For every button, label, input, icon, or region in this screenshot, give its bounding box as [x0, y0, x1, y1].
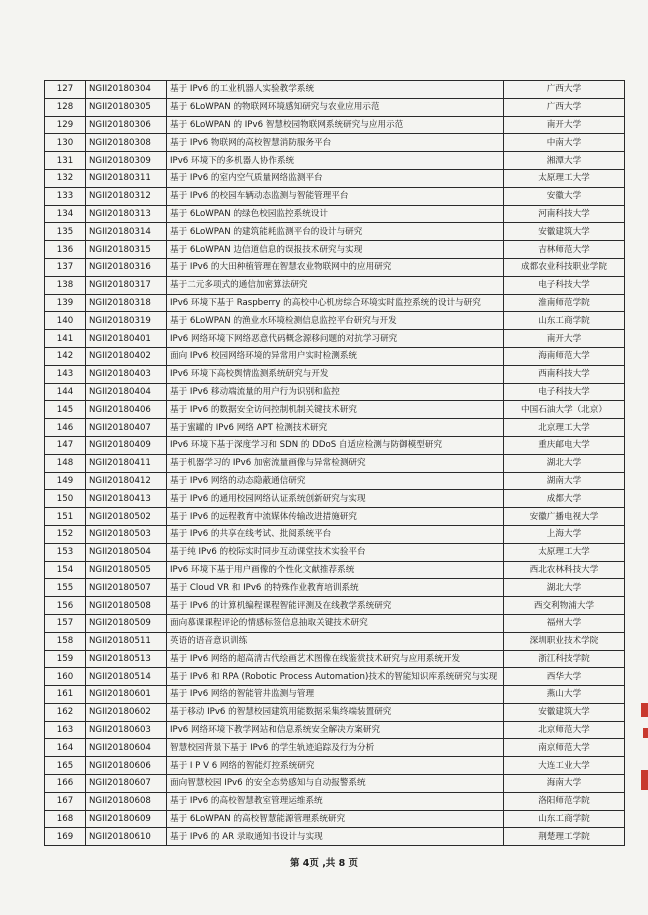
project-id: NGII20180508 [86, 597, 167, 615]
project-title: 基于 IPv6 移动端流量的用户行为识别和监控 [167, 383, 504, 401]
project-title: 基于 IPv6 的共享在线考试、批阅系统平台 [167, 525, 504, 543]
table-row [45, 828, 625, 846]
institution-name: 深圳职业技术学院 [504, 632, 625, 650]
row-number: 163 [45, 721, 86, 739]
project-title: 英语的语音意识训练 [167, 632, 504, 650]
project-id: NGII20180413 [86, 490, 167, 508]
institution-name: 北京师范大学 [504, 721, 625, 739]
row-number: 129 [45, 116, 86, 134]
institution-name: 湘潭大学 [504, 152, 625, 170]
project-title: 基于 IPv6 网络的智能管井监测与管理 [167, 686, 504, 704]
row-number: 160 [45, 668, 86, 686]
table-row [45, 187, 625, 205]
institution-name: 海南大学 [504, 775, 625, 793]
project-title: IPv6 网络环境下教学网站和信息系统安全解决方案研究 [167, 721, 504, 739]
project-id: NGII20180304 [86, 81, 167, 99]
table-row [45, 543, 625, 561]
project-id: NGII20180311 [86, 169, 167, 187]
project-title: IPv6 环境下的多机器人协作系统 [167, 152, 504, 170]
row-number: 152 [45, 525, 86, 543]
row-number: 151 [45, 508, 86, 526]
institution-name: 吉林师范大学 [504, 241, 625, 259]
project-title: 基于 6LoWPAN 的绿色校园监控系统设计 [167, 205, 504, 223]
project-title: 基于 6LoWPAN 的 IPv6 智慧校园物联网系统研究与应用示范 [167, 116, 504, 134]
row-number: 141 [45, 330, 86, 348]
row-number: 154 [45, 561, 86, 579]
institution-name: 上海大学 [504, 525, 625, 543]
table-row [45, 490, 625, 508]
table-row [45, 757, 625, 775]
project-title: 基于 IPv6 的工业机器人实验教学系统 [167, 81, 504, 99]
row-number: 168 [45, 810, 86, 828]
project-id: NGII20180509 [86, 614, 167, 632]
institution-name: 湖北大学 [504, 579, 625, 597]
table-row [45, 276, 625, 294]
table-row [45, 792, 625, 810]
project-title: 基于 6LoWPAN 的建筑能耗监测平台的设计与研究 [167, 223, 504, 241]
table-row [45, 312, 625, 330]
table-row [45, 383, 625, 401]
institution-name: 安徽大学 [504, 187, 625, 205]
project-title: IPv6 环境下高校舆情监测系统研究与开发 [167, 365, 504, 383]
table-row [45, 436, 625, 454]
row-number: 137 [45, 258, 86, 276]
project-title: 基于 IPv6 的数据安全访问控制机制关键技术研究 [167, 401, 504, 419]
table-row [45, 597, 625, 615]
row-number: 134 [45, 205, 86, 223]
project-title: 基于机器学习的 IPv6 加密流量画像与异常检测研究 [167, 454, 504, 472]
institution-name: 西交利物浦大学 [504, 597, 625, 615]
project-id: NGII20180601 [86, 686, 167, 704]
row-number: 156 [45, 597, 86, 615]
row-number: 139 [45, 294, 86, 312]
project-id: NGII20180313 [86, 205, 167, 223]
row-number: 144 [45, 383, 86, 401]
project-id: NGII20180603 [86, 721, 167, 739]
row-number: 164 [45, 739, 86, 757]
row-number: 169 [45, 828, 86, 846]
table-row [45, 561, 625, 579]
row-number: 127 [45, 81, 86, 99]
institution-name: 荆楚理工学院 [504, 828, 625, 846]
table-row [45, 721, 625, 739]
project-id: NGII20180602 [86, 703, 167, 721]
institution-name: 山东工商学院 [504, 312, 625, 330]
row-number: 153 [45, 543, 86, 561]
project-id: NGII20180407 [86, 419, 167, 437]
edge-stamp-mark [643, 728, 648, 738]
project-title: 面向 IPv6 校园网络环境的异常用户实时检测系统 [167, 347, 504, 365]
row-number: 146 [45, 419, 86, 437]
table-row [45, 205, 625, 223]
table-row [45, 81, 625, 99]
project-title: 基于 IPv6 的通用校园网络认证系统创新研究与实现 [167, 490, 504, 508]
institution-name: 中南大学 [504, 134, 625, 152]
project-id: NGII20180514 [86, 668, 167, 686]
row-number: 149 [45, 472, 86, 490]
project-title: 基于 IPv6 的校园车辆动态监测与智能管理平台 [167, 187, 504, 205]
project-id: NGII20180610 [86, 828, 167, 846]
row-number: 150 [45, 490, 86, 508]
row-number: 165 [45, 757, 86, 775]
table-row [45, 365, 625, 383]
institution-name: 安徽广播电视大学 [504, 508, 625, 526]
project-title: 基于 6LoWPAN 的物联网环境感知研究与农业应用示范 [167, 98, 504, 116]
edge-stamp-mark [641, 703, 648, 717]
row-number: 132 [45, 169, 86, 187]
project-id: NGII20180312 [86, 187, 167, 205]
project-title: 基于 IPv6 的远程教育中流媒体传输改进措施研究 [167, 508, 504, 526]
table-row [45, 401, 625, 419]
table-row [45, 775, 625, 793]
table-row [45, 152, 625, 170]
institution-name: 海南师范大学 [504, 347, 625, 365]
institution-name: 成都农业科技职业学院 [504, 258, 625, 276]
project-title: 基于 IPv6 的计算机编程课程智能评测及在线教学系统研究 [167, 597, 504, 615]
table-row [45, 134, 625, 152]
table-row [45, 330, 625, 348]
institution-name: 重庆邮电大学 [504, 436, 625, 454]
row-number: 128 [45, 98, 86, 116]
project-id: NGII20180513 [86, 650, 167, 668]
project-id: NGII20180318 [86, 294, 167, 312]
project-title: 基于 IPv6 和 RPA (Robotic Process Automation)技术的智能知识库系统研究与实现 [167, 668, 504, 686]
institution-name: 湖南大学 [504, 472, 625, 490]
table-row [45, 294, 625, 312]
project-id: NGII20180511 [86, 632, 167, 650]
project-id: NGII20180608 [86, 792, 167, 810]
table-row [45, 472, 625, 490]
table-row [45, 116, 625, 134]
table-row [45, 258, 625, 276]
table-row [45, 454, 625, 472]
table-row [45, 632, 625, 650]
row-number: 143 [45, 365, 86, 383]
project-id: NGII20180406 [86, 401, 167, 419]
row-number: 135 [45, 223, 86, 241]
table-row [45, 739, 625, 757]
institution-name: 广西大学 [504, 98, 625, 116]
table-row [45, 525, 625, 543]
project-id: NGII20180403 [86, 365, 167, 383]
project-title: 基于 IPv6 网络的超高清古代绘画艺术图像在线鉴赏技术研究与应用系统开发 [167, 650, 504, 668]
project-id: NGII20180411 [86, 454, 167, 472]
edge-stamp-mark [641, 770, 648, 790]
institution-name: 山东工商学院 [504, 810, 625, 828]
institution-name: 浙江科技学院 [504, 650, 625, 668]
page-footer: 第 4页 ,共 8 页 [289, 858, 359, 869]
project-title: IPv6 环境下基于深度学习和 SDN 的 DDoS 自适应检测与防御模型研究 [167, 436, 504, 454]
institution-name: 成都大学 [504, 490, 625, 508]
project-id: NGII20180502 [86, 508, 167, 526]
table-row [45, 419, 625, 437]
row-number: 167 [45, 792, 86, 810]
table-row [45, 650, 625, 668]
row-number: 145 [45, 401, 86, 419]
project-title: 基于 Cloud VR 和 IPv6 的特殊作业教育培训系统 [167, 579, 504, 597]
institution-name: 河南科技大学 [504, 205, 625, 223]
project-title: 基于 IPv6 的 AR 录取通知书设计与实现 [167, 828, 504, 846]
project-title: IPv6 环境下基于 Raspberry 的高校中心机房综合环境实时监控系统的设计与研究 [167, 294, 504, 312]
project-id: NGII20180319 [86, 312, 167, 330]
table-row [45, 169, 625, 187]
project-title: IPv6 环境下基于用户画像的个性化文献推荐系统 [167, 561, 504, 579]
institution-name: 太原理工大学 [504, 543, 625, 561]
project-title: 基于纯 IPv6 的校际实时同步互动课堂技术实验平台 [167, 543, 504, 561]
project-id: NGII20180317 [86, 276, 167, 294]
project-title: 基于 I P V 6 网络的智能灯控系统研究 [167, 757, 504, 775]
project-id: NGII20180402 [86, 347, 167, 365]
institution-name: 广西大学 [504, 81, 625, 99]
institution-name: 湖北大学 [504, 454, 625, 472]
project-title: 基于 IPv6 物联网的高校智慧消防服务平台 [167, 134, 504, 152]
project-id: NGII20180314 [86, 223, 167, 241]
project-id: NGII20180306 [86, 116, 167, 134]
project-id: NGII20180609 [86, 810, 167, 828]
project-id: NGII20180604 [86, 739, 167, 757]
table-row [45, 579, 625, 597]
project-title: 面向智慧校园 IPv6 的安全态势感知与自动报警系统 [167, 775, 504, 793]
project-title: 基于蜜罐的 IPv6 网络 APT 检测技术研究 [167, 419, 504, 437]
row-number: 159 [45, 650, 86, 668]
table-row [45, 686, 625, 704]
institution-name: 中国石油大学（北京） [504, 401, 625, 419]
project-title: 基于 IPv6 的室内空气质量网络监测平台 [167, 169, 504, 187]
institution-name: 电子科技大学 [504, 383, 625, 401]
project-title: 基于 6LoWPAN 边信道信息的误报技术研究与实现 [167, 241, 504, 259]
row-number: 161 [45, 686, 86, 704]
institution-name: 太原理工大学 [504, 169, 625, 187]
project-title: IPv6 网络环境下网络恶意代码概念源移问题的对抗学习研究 [167, 330, 504, 348]
row-number: 133 [45, 187, 86, 205]
table-row [45, 668, 625, 686]
project-title: 基于 IPv6 的高校智慧教室管理运维系统 [167, 792, 504, 810]
row-number: 142 [45, 347, 86, 365]
institution-name: 安徽建筑大学 [504, 703, 625, 721]
project-table [44, 80, 625, 846]
institution-name: 洛阳师范学院 [504, 792, 625, 810]
row-number: 130 [45, 134, 86, 152]
row-number: 157 [45, 614, 86, 632]
project-id: NGII20180401 [86, 330, 167, 348]
project-id: NGII20180412 [86, 472, 167, 490]
project-id: NGII20180409 [86, 436, 167, 454]
project-title: 基于 6LoWPAN 的渔业水环境检测信息监控平台研究与开发 [167, 312, 504, 330]
project-title: 基于移动 IPv6 的智慧校园建筑用能数据采集终端装置研究 [167, 703, 504, 721]
project-title: 基于 IPv6 的大田种植管理在智慧农业物联网中的应用研究 [167, 258, 504, 276]
institution-name: 燕山大学 [504, 686, 625, 704]
project-title: 基于二元多项式的通信加密算法研究 [167, 276, 504, 294]
project-id: NGII20180305 [86, 98, 167, 116]
project-id: NGII20180606 [86, 757, 167, 775]
project-id: NGII20180505 [86, 561, 167, 579]
row-number: 136 [45, 241, 86, 259]
row-number: 147 [45, 436, 86, 454]
project-title: 智慧校园背景下基于 IPv6 的学生轨迹追踪及行为分析 [167, 739, 504, 757]
project-id: NGII20180315 [86, 241, 167, 259]
project-table-body [45, 81, 625, 846]
project-id: NGII20180309 [86, 152, 167, 170]
project-title: 面向慕课课程评论的情感标签信息抽取关键技术研究 [167, 614, 504, 632]
table-row [45, 810, 625, 828]
table-row [45, 614, 625, 632]
project-id: NGII20180504 [86, 543, 167, 561]
row-number: 131 [45, 152, 86, 170]
table-row [45, 241, 625, 259]
row-number: 162 [45, 703, 86, 721]
institution-name: 西北农林科技大学 [504, 561, 625, 579]
project-id: NGII20180308 [86, 134, 167, 152]
row-number: 140 [45, 312, 86, 330]
institution-name: 北京理工大学 [504, 419, 625, 437]
table-row [45, 508, 625, 526]
project-title: 基于 6LoWPAN 的高校智慧能源管理系统研究 [167, 810, 504, 828]
project-id: NGII20180607 [86, 775, 167, 793]
table-row [45, 223, 625, 241]
project-id: NGII20180316 [86, 258, 167, 276]
table-row [45, 98, 625, 116]
row-number: 138 [45, 276, 86, 294]
project-title: 基于 IPv6 网络的动态隐蔽通信研究 [167, 472, 504, 490]
institution-name: 电子科技大学 [504, 276, 625, 294]
institution-name: 南开大学 [504, 330, 625, 348]
institution-name: 安徽建筑大学 [504, 223, 625, 241]
table-row [45, 703, 625, 721]
table-row [45, 347, 625, 365]
institution-name: 西华大学 [504, 668, 625, 686]
institution-name: 大连工业大学 [504, 757, 625, 775]
institution-name: 淮南师范学院 [504, 294, 625, 312]
project-id: NGII20180503 [86, 525, 167, 543]
row-number: 158 [45, 632, 86, 650]
institution-name: 福州大学 [504, 614, 625, 632]
institution-name: 南开大学 [504, 116, 625, 134]
row-number: 166 [45, 775, 86, 793]
institution-name: 西南科技大学 [504, 365, 625, 383]
institution-name: 南京师范大学 [504, 739, 625, 757]
row-number: 155 [45, 579, 86, 597]
project-id: NGII20180404 [86, 383, 167, 401]
row-number: 148 [45, 454, 86, 472]
project-id: NGII20180507 [86, 579, 167, 597]
